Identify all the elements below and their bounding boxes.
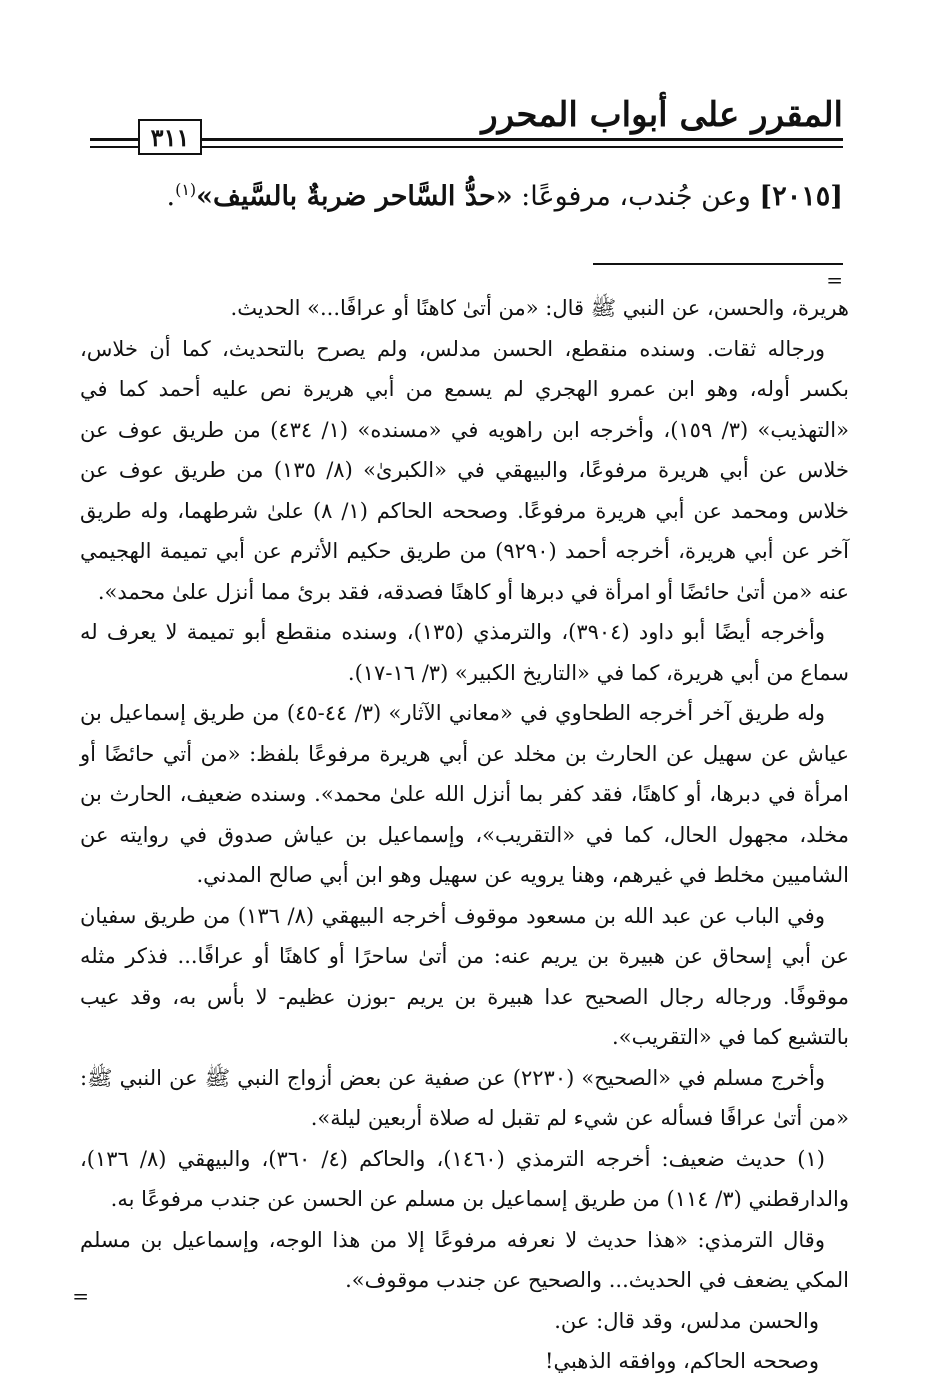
footnote-paragraph: ورجاله ثقات. وسنده منقطع، الحسن مدلس، ولم يصرح بالتحديث، كما أن خلاس، بكسر أوله، وهو ابن عمرو الهجري لم يسمع من أبي هريرة نص عليه أحمد كما في «التهذيب» (٣/ ١٥٩)، وأخرجه ابن راهويه في «مسنده» (١/ ٤٣٤) من طريق عوف عن خلاس عن أبي هريرة مرفوعًا، والبيهقي في «الكبرىٰ» (٨/ ١٣٥) من طريق عوف عن خلاس ومحمد عن أبي هريرة مرفوعًا. وصححه الحاكم (١/ ٨) علىٰ شرطهما، وله طريق آخر عن أبي هريرة، أخرجه أحمد (٩٢٩٠) من طريق حكيم الأثرم عن أبي تميمة الهجيمي عنه «من أتىٰ حائضًا أو امرأة في دبرها أو كاهنًا فصدقه، فقد برئ مما أنزل علىٰ محمد». xyxy=(80,336,849,604)
hadith-number: [٢٠١٥] xyxy=(759,181,843,212)
header-rule-thin xyxy=(90,146,843,148)
footnote-paragraph: هريرة، والحسن، عن النبي ﷺ قال: «من أتىٰ كاهنًا أو عرافًا...» الحديث. xyxy=(230,296,849,320)
running-header-title: المقرر على أبواب المحرر xyxy=(481,95,843,135)
footnote-paragraph: وله طريق آخر أخرجه الطحاوي في «معاني الآثار» (٣/ ٤٤-٤٥) من طريق إسماعيل بن عياش عن سهيل عن الحارث بن مخلد عن أبي هريرة مرفوعًا بلفظ: «من أتي حائضًا أو امرأة في دبرها، أو كاهنًا، فقد كفر بما أنزل الله علىٰ محمد». وسنده ضعيف، الحارث بن مخلد، مجهول الحال، كما في «التقريب»، وإسماعيل بن عياش صدوق في روايته عن الشاميين مخلط في غيرهم، وهنا يرويه عن سهيل وهو ابن أبي صالح المدني. xyxy=(80,701,849,887)
hadith-quote: «حدُّ السَّاحر ضربةٌ بالسَّيف» xyxy=(196,181,513,212)
footnote-reference: (١) xyxy=(175,180,197,199)
footnote-paragraph: وأخرج مسلم في «الصحيح» (٢٢٣٠) عن صفية عن بعض أزواج النبي ﷺ عن النبي ﷺ: «من أتىٰ عرافًا فسأله عن شيء لم تقبل له صلاة أربعين ليلة». xyxy=(80,1065,849,1130)
continuation-marker-top: = xyxy=(826,268,843,292)
footnote-separator xyxy=(593,263,843,265)
footnotes xyxy=(80,288,849,1382)
continuation-marker-bottom: = xyxy=(72,1284,89,1308)
footnote-paragraph: وقال الترمذي: «هذا حديث لا نعرفه مرفوعًا إلا من هذا الوجه، وإسماعيل بن مسلم المكي يضعف في الحديث... والصحيح عن جندب موقوف». xyxy=(80,1227,849,1292)
footnote-paragraph: وصححه الحاكم، ووافقه الذهبي! xyxy=(545,1349,819,1373)
footnote-paragraph: وأخرجه أيضًا أبو داود (٣٩٠٤)، والترمذي (١٣٥)، وسنده منقطع أبو تميمة لا يعرف له سماع من أبي هريرة، كما في «التاريخ الكبير» (٣/ ١٦-١٧). xyxy=(80,620,849,685)
hadith-text xyxy=(100,178,843,216)
footnote-one: (١) حديث ضعيف: أخرجه الترمذي (١٤٦٠)، والحاكم (٤/ ٣٦٠)، والبيهقي (٨/ ١٣٦)، والدارقطني (٣/ ١١٤) من طريق إسماعيل بن مسلم عن الحسن عن جندب مرفوعًا به. xyxy=(80,1146,849,1211)
hadith-end: . xyxy=(166,181,176,212)
footnote-paragraph: والحسن مدلس، وقد قال: عن. xyxy=(554,1308,819,1333)
page-number: ٣١١ xyxy=(138,119,202,155)
hadith-lead: وعن جُندب، مرفوعًا: xyxy=(521,181,751,212)
header-rule-thick xyxy=(90,138,843,141)
footnote-paragraph: وفي الباب عن عبد الله بن مسعود موقوف أخرجه البيهقي (٨/ ١٣٦) من طريق سفيان عن أبي إسحاق عن هبيرة بن يريم عنه: من أتىٰ ساحرًا أو كاهنًا أو عرافًا... فذكر مثله موقوفًا. ورجاله رجال الصحيح عدا هبيرة بن يريم -بوزن عظيم- لا بأس به، وقد عيب بالتشيع كما في «التقريب». xyxy=(80,903,849,1049)
